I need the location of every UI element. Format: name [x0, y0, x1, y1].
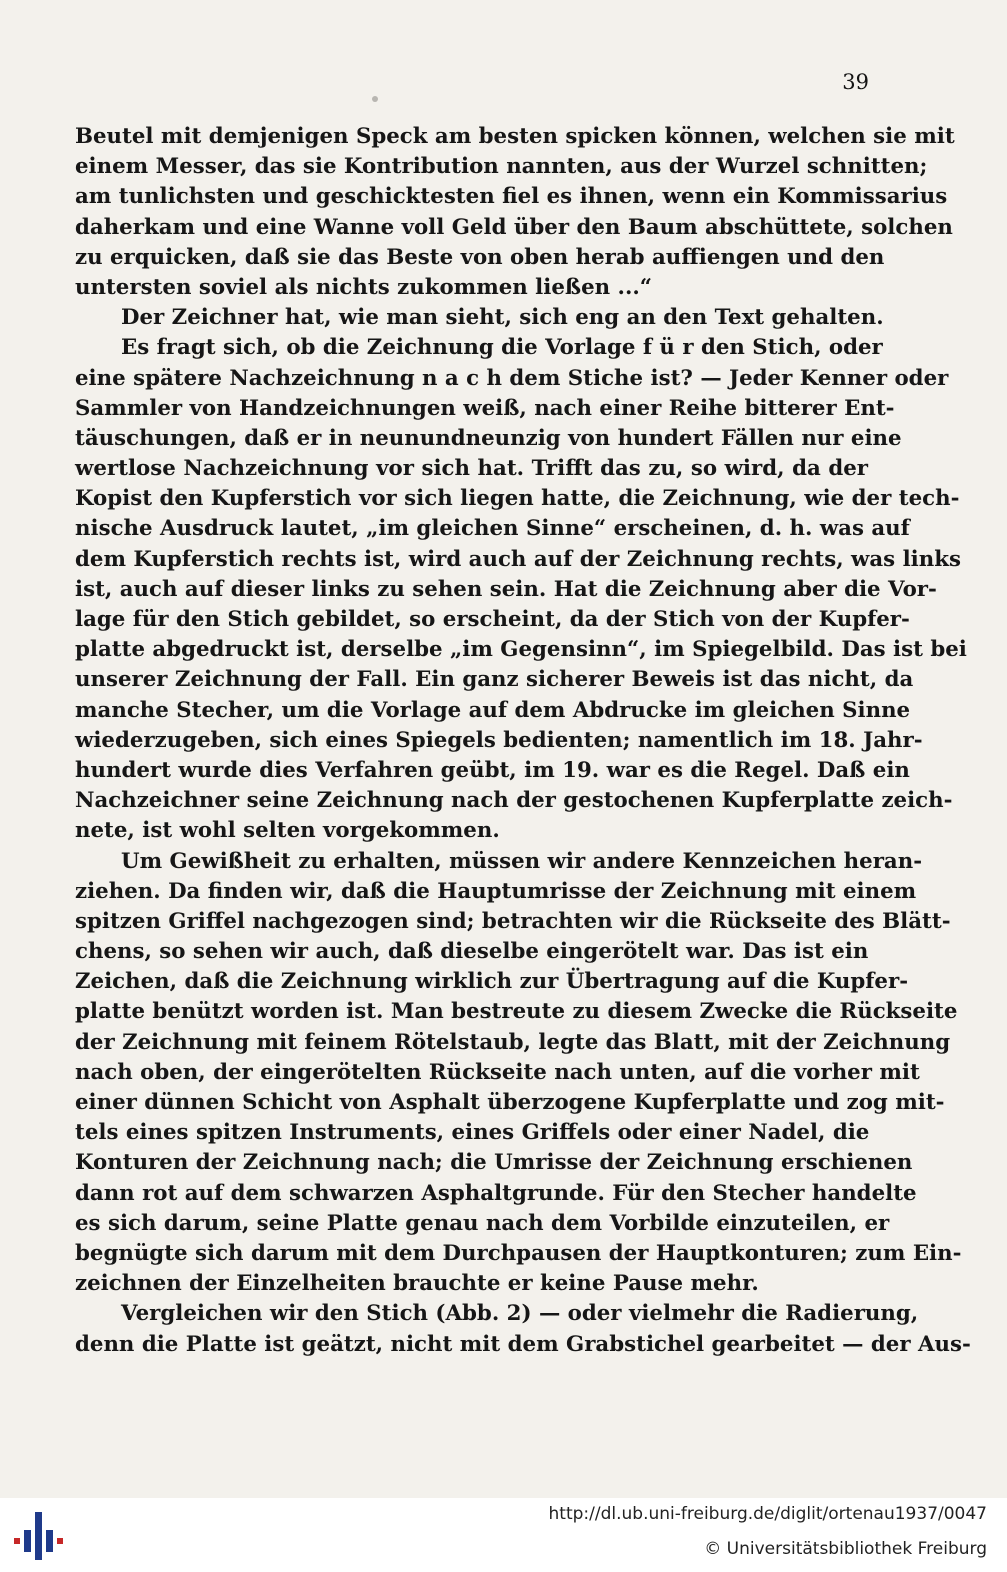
text-line: zeichnen der Einzelheiten brauchte er keine Pause mehr.: [75, 1271, 759, 1297]
text-line: begnügte sich darum mit dem Durchpausen der Hauptkonturen; zum Ein-: [75, 1240, 962, 1266]
text-line: Beutel mit demjenigen Speck am besten spicken können, welchen sie mit: [75, 124, 955, 149]
text-line: tels eines spitzen Instruments, eines Griffels oder einer Nadel, die: [75, 1120, 870, 1146]
text-line: nete, ist wohl selten vorgekommen.: [75, 818, 500, 844]
text-line: hundert wurde dies Verfahren geübt, im 19. war es die Regel. Daß ein: [75, 757, 910, 783]
text-line: untersten soviel als nichts zukommen ließen ...“: [75, 274, 653, 300]
text-line: Sammler von Handzeichnungen weiß, nach einer Reihe bitterer Ent-: [75, 395, 895, 421]
text-line: Kopist den Kupferstich vor sich liegen hatte, die Zeichnung, wie der tech-: [75, 486, 960, 512]
text-line: wertlose Nachzeichnung vor sich hat. Trifft das zu, so wird, da der: [75, 456, 868, 482]
source-url-link[interactable]: http://dl.ub.uni-freiburg.de/diglit/ortenau1937/0047: [548, 1504, 987, 1524]
page-number: 39: [842, 70, 869, 94]
text-line: einer dünnen Schicht von Asphalt überzogene Kupferplatte und zog mit-: [75, 1090, 945, 1115]
text-line: ist, auch auf dieser links zu sehen sein. Hat die Zeichnung aber die Vor-: [75, 576, 937, 602]
text-line: manche Stecher, um die Vorlage auf dem Abdrucke im gleichen Sinne: [75, 697, 911, 723]
text-line: lage für den Stich gebildet, so erscheint, da der Stich von der Kupfer-: [75, 607, 910, 632]
text-line: eine spätere Nachzeichnung n a c h dem Stiche ist? — Jeder Kenner oder: [75, 365, 949, 391]
text-line: Konturen der Zeichnung nach; die Umrisse der Zeichnung erschienen: [75, 1150, 913, 1176]
text-line: es sich darum, seine Platte genau nach dem Vorbilde einzuteilen, er: [75, 1210, 890, 1236]
text-line: Zeichen, daß die Zeichnung wirklich zur Übertragung auf die Kupfer-: [75, 969, 909, 995]
text-line: Vergleichen wir den Stich (Abb. 2) — oder vielmehr die Radierung,: [121, 1301, 919, 1327]
text-line: spitzen Griffel nachgezogen sind; betrachten wir die Rückseite des Blätt-: [75, 908, 951, 934]
text-line: Es fragt sich, ob die Zeichnung die Vorlage f ü r den Stich, oder: [121, 335, 883, 361]
text-line: am tunlichsten und geschicktesten fiel es ihnen, wenn ein Kommissarius: [75, 184, 948, 210]
text-line: nach oben, der eingerötelten Rückseite nach unten, auf die vorher mit: [75, 1059, 920, 1085]
text-line: Nachzeichner seine Zeichnung nach der gestochenen Kupferplatte zeich-: [75, 788, 953, 814]
text-line: Um Gewißheit zu erhalten, müssen wir andere Kennzeichen heran-: [121, 848, 923, 874]
text-line: unserer Zeichnung der Fall. Ein ganz sicherer Beweis ist das nicht, da: [75, 667, 914, 693]
text-line: dem Kupferstich rechts ist, wird auch auf der Zeichnung rechts, was links: [75, 546, 961, 572]
text-line: Der Zeichner hat, wie man sieht, sich eng an den Text gehalten.: [121, 305, 884, 331]
text-line: platte benützt worden ist. Man bestreute zu diesem Zwecke die Rückseite: [75, 999, 958, 1025]
print-speck: [372, 96, 378, 102]
text-line: nische Ausdruck lautet, „im gleichen Sinne“ erscheinen, d. h. was auf: [75, 516, 910, 542]
text-line: platte abgedruckt ist, derselbe „im Gegensinn“, im Spiegelbild. Das ist bei: [75, 637, 967, 663]
text-line: einem Messer, das sie Kontribution nannten, aus der Wurzel schnitten;: [75, 154, 928, 180]
text-line: der Zeichnung mit feinem Rötelstaub, legte das Blatt, mit der Zeichnung: [75, 1029, 951, 1055]
text-line: täuschungen, daß er in neunundneunzig von hundert Fällen nur eine: [75, 425, 902, 451]
text-line: chens, so sehen wir auch, daß dieselbe eingerötelt war. Das ist ein: [75, 939, 869, 965]
text-line: dann rot auf dem schwarzen Asphaltgrunde. Für den Stecher handelte: [75, 1180, 917, 1206]
text-line: daherkam und eine Wanne voll Geld über den Baum abschüttete, solchen: [75, 214, 953, 240]
body-text: [75, 122, 971, 1360]
text-line: denn die Platte ist geätzt, nicht mit dem Grabstichel gearbeitet — der Aus-: [75, 1331, 971, 1357]
text-line: wiederzugeben, sich eines Spiegels bedienten; namentlich im 18. Jahr-: [75, 727, 923, 753]
copyright-notice: © Universitätsbibliothek Freiburg: [704, 1539, 987, 1559]
text-line: ziehen. Da finden wir, daß die Hauptumrisse der Zeichnung mit einem: [75, 878, 917, 904]
text-line: zu erquicken, daß sie das Beste von oben herab auffiengen und den: [75, 244, 885, 270]
viewer-footer: [0, 1498, 1007, 1572]
library-logo-icon: [12, 1508, 68, 1564]
